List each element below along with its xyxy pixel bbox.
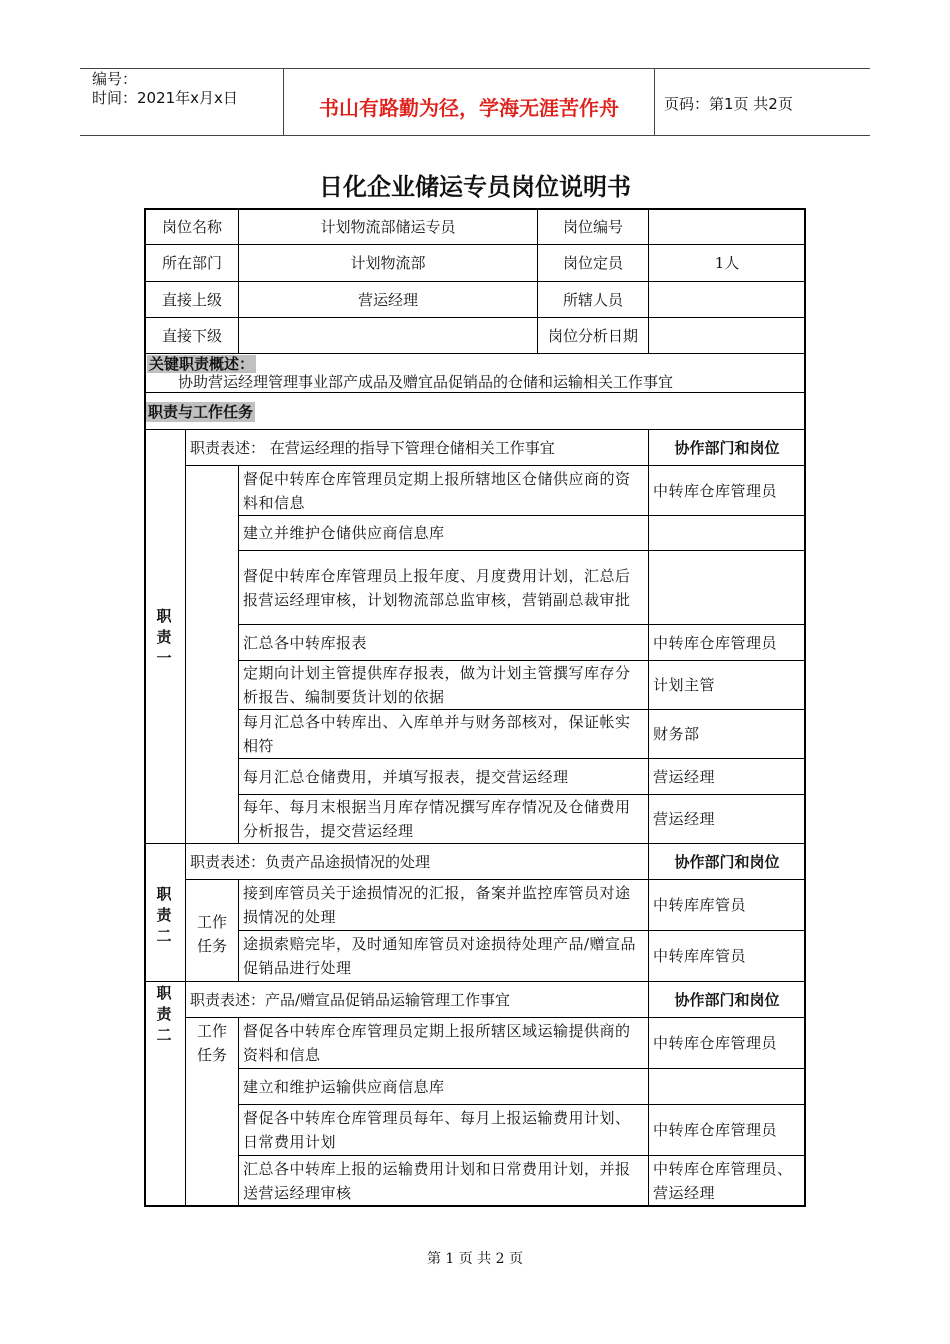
task-text: 每月汇总仓储费用，并填写报表，提交营运经理 — [243, 767, 569, 786]
quota-label: 岗位定员 — [562, 254, 623, 272]
header-slogan: 书山有路勤为径，学海无涯苦作舟 — [319, 96, 619, 120]
duty-statement: 职责表述： 在营运经理的指导下管理仓储相关工作事宜 — [190, 438, 555, 457]
row-divider — [145, 353, 805, 354]
dept-value: 计划物流部 — [350, 254, 426, 272]
header-bottom-rule — [80, 135, 870, 136]
task-text: 汇总各中转库上报的运输费用计划和日常费用计划，并报送营运经理审核 — [243, 1160, 631, 1202]
doc-number-label: 编号： — [92, 70, 138, 88]
task-text: 接到库管员关于途损情况的汇报，备案并监控库管员对途损情况的处理 — [243, 884, 631, 926]
duty-name: 职责二 — [156, 885, 172, 945]
task-text: 督促各中转库仓库管理员定期上报所辖区域运输提供商的资料和信息 — [243, 1022, 631, 1064]
task-coop: 计划主管 — [653, 676, 716, 694]
task-text: 建立并维护仓储供应商信息库 — [243, 524, 445, 542]
staff-label: 所辖人员 — [562, 290, 623, 309]
post-no-value — [649, 209, 805, 244]
task-coop: 中转库仓库管理员 — [653, 633, 778, 652]
doc-time: 时间：2021年x月x日 — [92, 89, 238, 107]
duty-name: 职责二 — [156, 984, 172, 1044]
header-divider — [654, 68, 655, 136]
dept-label: 所在部门 — [161, 254, 222, 272]
duty-name: 职责一 — [156, 607, 172, 667]
duty-statement: 职责表述：负责产品途损情况的处理 — [190, 852, 431, 871]
duties-heading-row — [146, 394, 806, 429]
task-coop — [649, 551, 805, 624]
duty-statement: 职责表述：产品/赠宣品促销品运输管理工作事宜 — [190, 990, 511, 1009]
header-page-info: 页码：第1页 共2页 — [664, 95, 793, 113]
header-top-rule — [80, 68, 870, 69]
task-text: 督促各中转库仓库管理员每年、每月上报运输费用计划、日常费用计划 — [243, 1109, 631, 1151]
analysis-date-value — [649, 318, 805, 353]
header-divider — [283, 68, 284, 136]
task-text: 建立和维护运输供应商信息库 — [243, 1077, 445, 1096]
task-text: 途损索赔完毕，及时通知库管员对途损待处理产品/赠宣品促销品进行处理 — [243, 935, 637, 977]
coop-header: 协作部门和岗位 — [674, 852, 780, 871]
col-divider — [185, 429, 186, 843]
task-text: 汇总各中转库报表 — [243, 633, 368, 652]
task-coop: 中转库仓库管理员 — [653, 1034, 778, 1052]
header-meta — [92, 70, 238, 108]
task-text: 定期向计划主管提供库存报表，做为计划主管撰写库存分析报告、编制要货计划的依据 — [243, 664, 631, 706]
summary-section — [146, 355, 806, 392]
subordinate-value — [239, 318, 537, 353]
task-label: 工作任务 — [196, 1022, 227, 1064]
task-coop: 中转库仓库管理员 — [653, 481, 778, 500]
task-text: 督促中转库仓库管理员上报年度、月度费用计划，汇总后报营运经理审核，计划物流部总监审核，营销副总裁审批 — [243, 566, 631, 609]
post-name-label: 岗位名称 — [161, 217, 222, 236]
post-no-label: 岗位编号 — [562, 217, 623, 236]
analysis-date-label: 岗位分析日期 — [547, 326, 638, 345]
post-name-value: 计划物流部储运专员 — [320, 217, 456, 236]
summary-label: 关键职责概述： — [149, 355, 255, 373]
task-coop: 中转库库管员 — [653, 896, 747, 914]
task-coop: 中转库仓库管理员 — [653, 1121, 778, 1139]
task-coop: 中转库库管员 — [653, 947, 747, 965]
task-coop — [649, 1069, 805, 1104]
task-text: 每年、每月末根据当月库存情况撰写库存情况及仓储费用分析报告，提交营运经理 — [243, 798, 631, 840]
task-label: 工作任务 — [196, 913, 227, 955]
row-divider — [145, 392, 805, 393]
coop-header: 协作部门和岗位 — [674, 438, 780, 457]
quota-value: 1人 — [714, 254, 740, 272]
subordinate-label: 直接下级 — [161, 326, 222, 345]
task-coop: 营运经理 — [653, 810, 716, 828]
page-footer: 第 1 页 共 2 页 — [426, 1251, 524, 1267]
task-coop: 中转库仓库管理员、营运经理 — [653, 1160, 793, 1202]
duties-heading: 职责与工作任务 — [148, 402, 254, 421]
task-coop: 营运经理 — [653, 767, 716, 786]
superior-value: 营运经理 — [357, 290, 418, 309]
task-text: 每月汇总各中转库出、入库单并与财务部核对，保证帐实相符 — [243, 713, 631, 755]
staff-value — [649, 282, 805, 317]
task-coop: 财务部 — [653, 725, 700, 743]
doc-title: 日化企业储运专员岗位说明书 — [319, 172, 631, 201]
task-text: 督促中转库仓库管理员定期上报所辖地区仓储供应商的资料和信息 — [243, 469, 631, 512]
superior-label: 直接上级 — [161, 290, 222, 309]
summary-text: 协助营运经理管理事业部产成品及赠宜品促销品的仓储和运输相关工作事宜 — [178, 373, 674, 391]
task-coop — [649, 516, 805, 550]
coop-header: 协作部门和岗位 — [674, 990, 780, 1009]
